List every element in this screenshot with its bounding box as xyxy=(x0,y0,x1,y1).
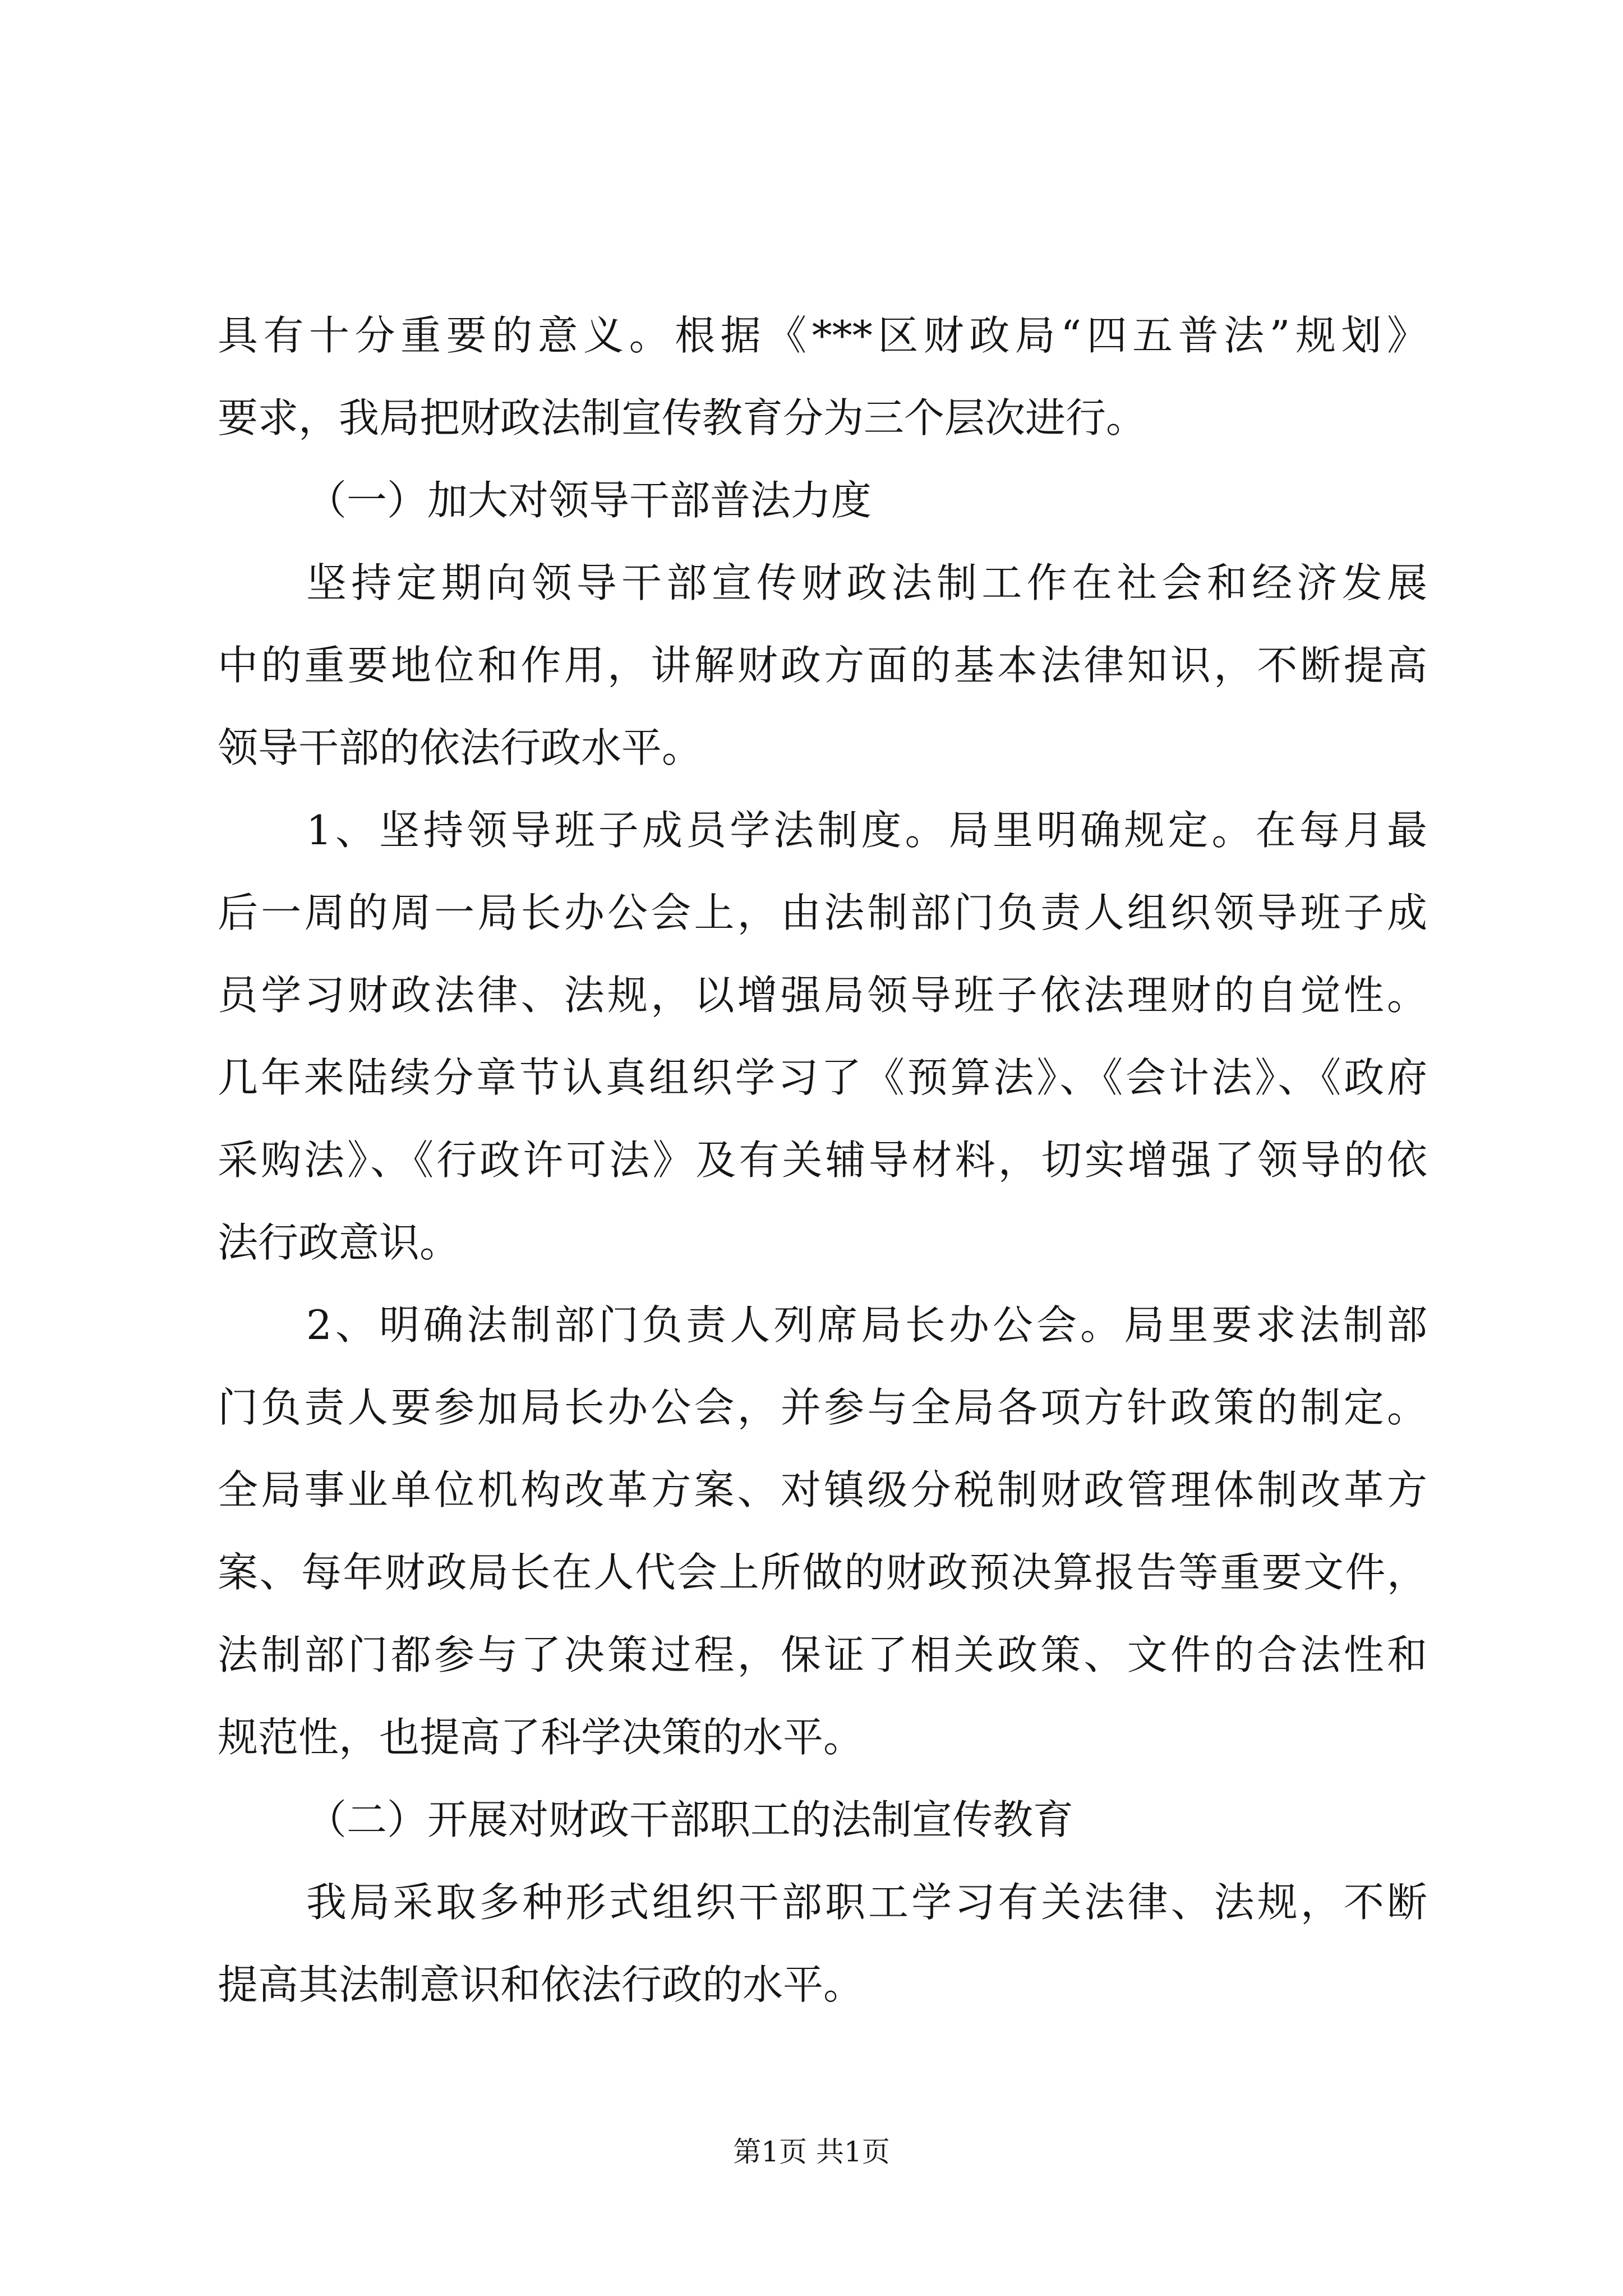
section-heading-text: （二）开展对财政干部职工的法制宣传教育 xyxy=(306,1796,1074,1843)
text-line: 法行政意识。 xyxy=(218,1219,460,1266)
text-line: 要求，我局把财政法制宣传教育分为三个层次进行。 xyxy=(218,394,1147,441)
text-line: 领导干部的依法行政水平。 xyxy=(218,724,703,771)
section-heading-1 xyxy=(218,459,1427,542)
text-line: 1、坚持领导班子成员学法制度。局里明确规定。在每月最 xyxy=(306,807,1427,854)
text-line: 后一周的周一局长办公会上，由法制部门负责人组织领导班子成 xyxy=(218,889,1427,936)
text-line: 案、每年财政局长在人代会上所做的财政预决算报告等重要文件， xyxy=(218,1549,1427,1596)
text-line: 坚持定期向领导干部宣传财政法制工作在社会和经济发展 xyxy=(306,559,1427,606)
text-line: 门负责人要参加局长办公会，并参与全局各项方针政策的制定。 xyxy=(218,1384,1427,1431)
paragraph-continuation xyxy=(218,295,1427,459)
text-line: 几年来陆续分章节认真组织学习了《预算法》、《会计法》、《政府 xyxy=(218,1054,1427,1101)
document-body xyxy=(218,295,1427,2026)
text-line: 员学习财政法律、法规，以增强局领导班子依法理财的自觉性。 xyxy=(218,972,1427,1019)
text-line: 规范性，也提高了科学决策的水平。 xyxy=(218,1714,864,1761)
text-line: 具有十分重要的意义。根据《***区财政局“四五普法”规划》 xyxy=(218,312,1427,359)
text-line: 法制部门都参与了决策过程，保证了相关政策、文件的合法性和 xyxy=(218,1631,1427,1678)
text-line: 2、明确法制部门负责人列席局长办公会。局里要求法制部 xyxy=(306,1301,1427,1349)
section-heading-text: （一）加大对领导干部普法力度 xyxy=(306,477,872,524)
paragraph xyxy=(218,542,1427,789)
paragraph xyxy=(218,1284,1427,1779)
paragraph xyxy=(218,789,1427,1284)
text-line: 提高其法制意识和依法行政的水平。 xyxy=(218,1961,864,2008)
paragraph xyxy=(218,1861,1427,2026)
text-line: 采购法》、《行政许可法》及有关辅导材料，切实增强了领导的依 xyxy=(218,1137,1427,1184)
section-heading-2 xyxy=(218,1779,1427,1861)
page-footer xyxy=(0,2132,1623,2172)
page-number-label: 第1页 共1页 xyxy=(733,2136,890,2168)
text-line: 我局采取多种形式组织干部职工学习有关法律、法规，不断 xyxy=(306,1879,1427,1926)
text-line: 中的重要地位和作用，讲解财政方面的基本法律知识，不断提高 xyxy=(218,642,1427,689)
text-line: 全局事业单位机构改革方案、对镇级分税制财政管理体制改革方 xyxy=(218,1466,1427,1513)
